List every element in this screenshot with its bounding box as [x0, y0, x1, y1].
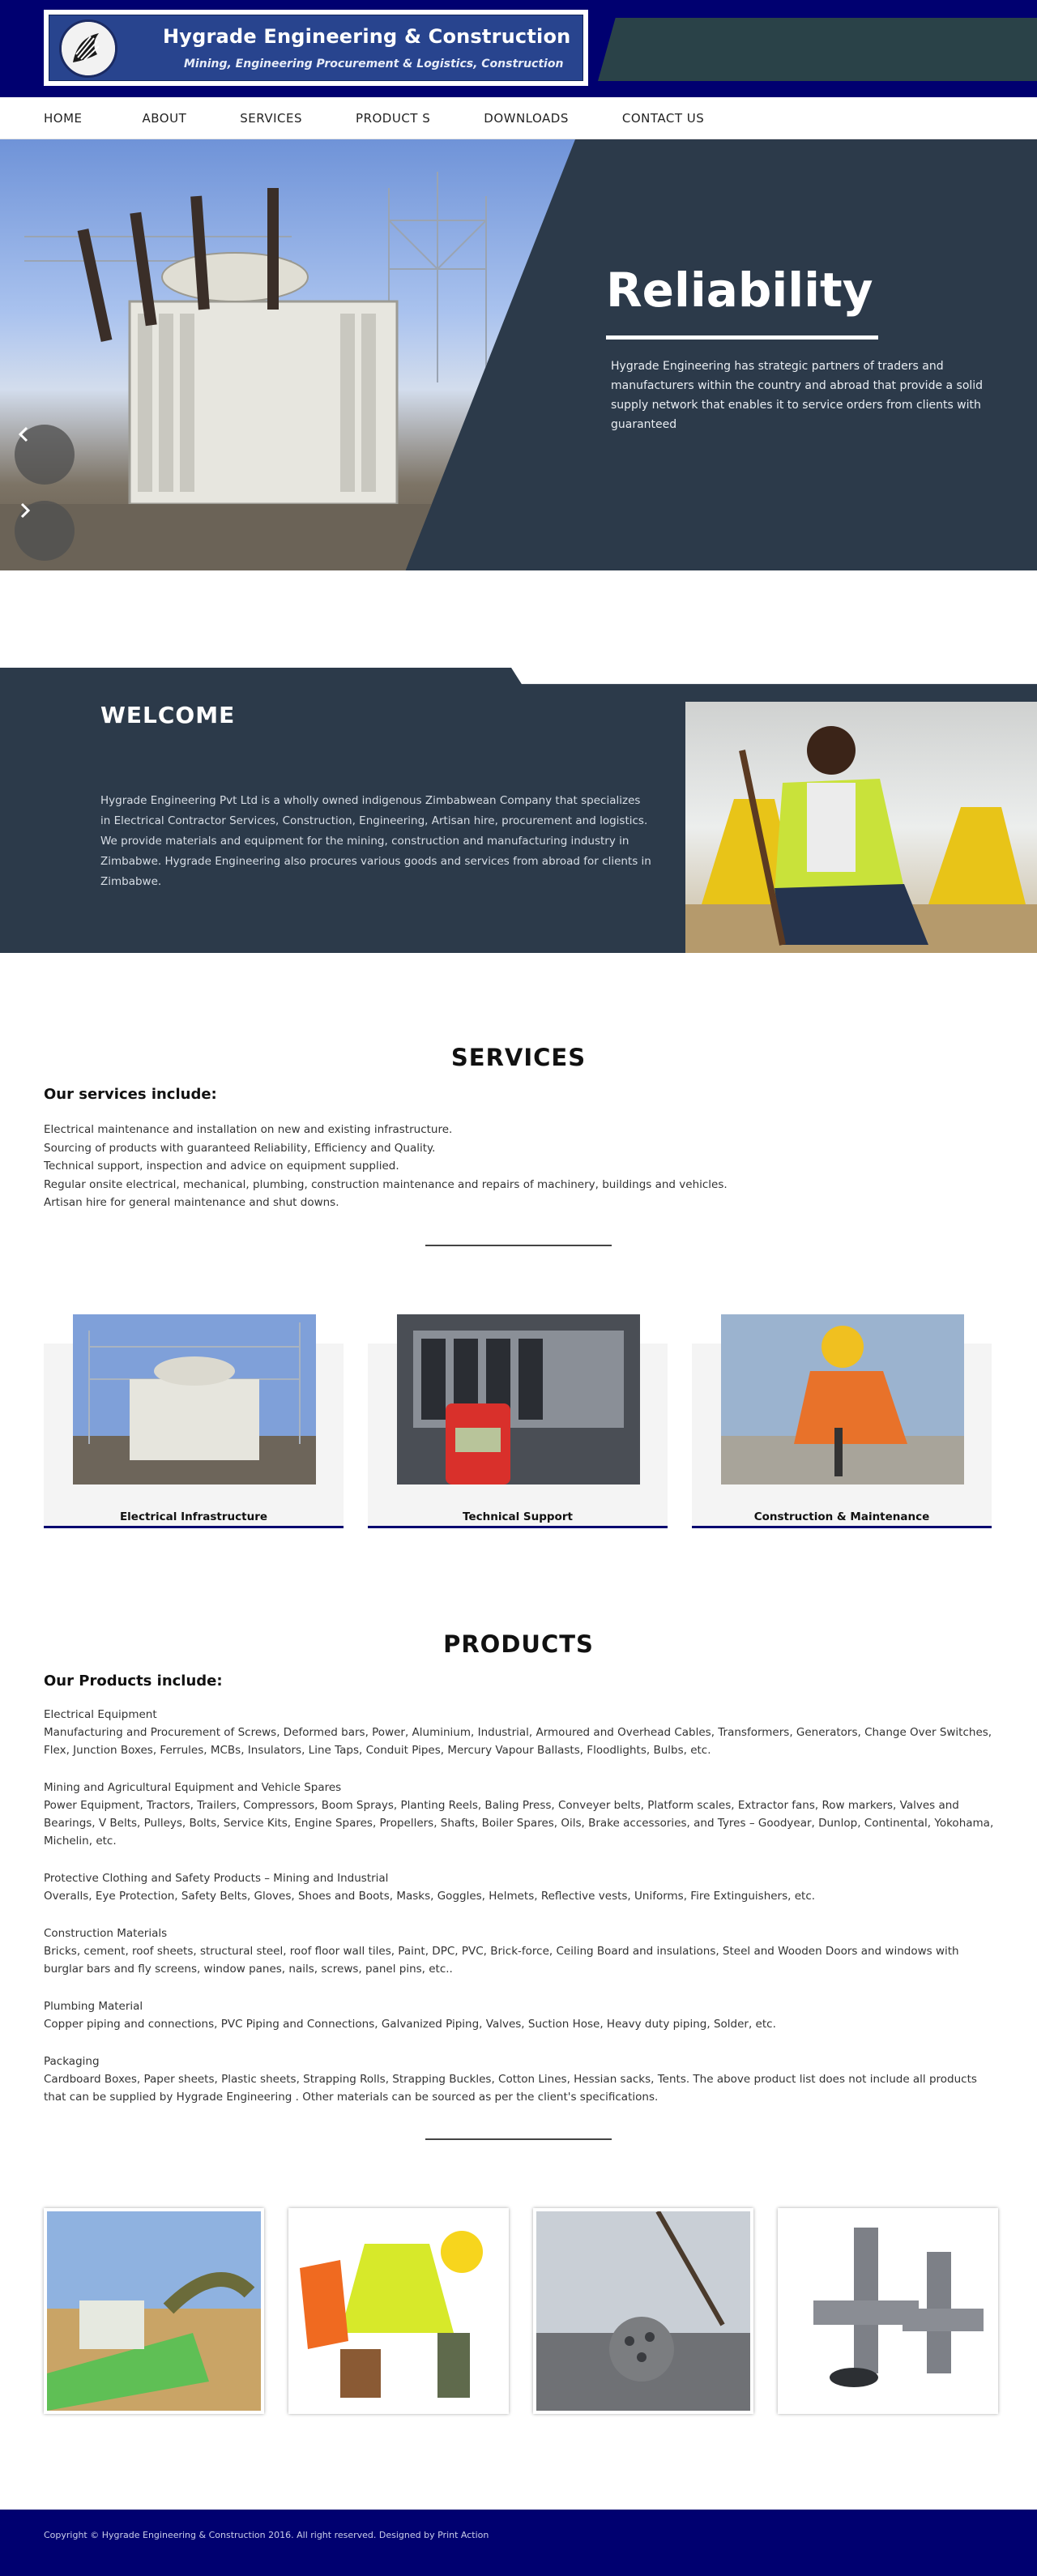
drill-bits-image[interactable] [533, 2208, 753, 2414]
list-item: Electrical maintenance and installation on new and existing infrastructure. [44, 1123, 453, 1136]
hero-slider [0, 139, 1037, 570]
hero-underline [606, 335, 878, 340]
list-item: Artisan hire for general maintenance and shut downs. [44, 1196, 339, 1209]
services-subheading: Our services include: [44, 1086, 217, 1103]
product-group-text: Overalls, Eye Protection, Safety Belts, Gloves, Shoes and Boots, Masks, Goggles, Helmets, Reflective vests, Uniforms, Fire Extinguishers, etc. [44, 1889, 816, 1903]
section-divider [425, 2138, 612, 2140]
site-tagline: Mining, Engineering Procurement & Logistics, Construction [184, 58, 564, 70]
product-group [44, 1997, 995, 2033]
nav-services[interactable]: SERVICES [240, 110, 303, 126]
footer-copyright: Copyright © Hygrade Engineering & Construction 2016. All right reserved. Designed by Print Action [44, 2529, 489, 2540]
products-title: PRODUCTS [443, 1630, 594, 1658]
section-divider [425, 1245, 612, 1246]
product-group-text: Power Equipment, Tractors, Trailers, Compressors, Boom Sprays, Planting Reels, Baling Press, Conveyer belts, Platform scales, Extractor fans, Row markers, Valves and Bearings, V Belts, Pulleys, Bolts, Service Kits, Engine Spares, Propellers, Shafts, Boiler Spares, Oils, Brake accessories, and Tyres – Goodyear, Dunlop, Continental, Yokohama, Michelin, etc. [44, 1798, 994, 1848]
product-group-text: Cardboard Boxes, Paper sheets, Plastic sheets, Strapping Rolls, Strapping Buckles, Cotton Lines, Hessian sacks, Tents. The above product list does not include all products that can be supplied by Hygrade Engineering . Other materials can be sourced as per the client's specifications. [44, 2072, 977, 2104]
safety-gear-image[interactable] [288, 2208, 509, 2414]
product-group-title: Construction Materials [44, 1926, 168, 1940]
pvc-pipes-image[interactable] [778, 2208, 998, 2414]
header-band [0, 0, 1037, 97]
card-label: Construction & Maintenance [753, 1510, 930, 1523]
construction-maintenance-image [721, 1314, 964, 1485]
zebra-emblem-icon [59, 19, 117, 78]
welcome-title: WELCOME [100, 702, 236, 728]
header-decor-shape [598, 18, 1037, 81]
slider-next-button[interactable] [15, 501, 75, 561]
product-group-title: Electrical Equipment [44, 1707, 157, 1721]
list-item: Sourcing of products with guaranteed Reliability, Efficiency and Quality. [44, 1141, 436, 1155]
hero-transformer-image [0, 139, 575, 570]
services-list [44, 1121, 1000, 1212]
product-group-title: Packaging [44, 2054, 100, 2068]
slider-prev-button[interactable] [15, 425, 75, 485]
product-group-title: Protective Clothing and Safety Products – Mining and Industrial [44, 1871, 389, 1885]
worker-image [685, 702, 1037, 953]
products-subheading: Our Products include: [44, 1672, 223, 1690]
nav-downloads[interactable]: DOWNLOADS [484, 110, 569, 126]
logo[interactable] [44, 10, 588, 86]
list-item: Technical support, inspection and advice on equipment supplied. [44, 1160, 399, 1173]
chevron-right-icon [15, 501, 34, 520]
products-section [0, 1630, 1037, 2414]
service-card-technical[interactable] [368, 1314, 668, 1528]
hero-title: Reliability [606, 263, 873, 318]
nav-home[interactable]: HOME [44, 110, 83, 126]
nav-products[interactable]: PRODUCT S [356, 110, 431, 126]
site-title: Hygrade Engineering & Construction [163, 25, 571, 48]
footer [0, 2510, 1037, 2576]
product-group-title: Plumbing Material [44, 1999, 143, 2013]
product-group [44, 1869, 995, 1905]
harvester-image[interactable] [44, 2208, 264, 2414]
services-section [0, 1044, 1037, 1528]
technical-support-image [397, 1314, 640, 1485]
product-group [44, 1925, 995, 1978]
card-label: Technical Support [463, 1510, 573, 1523]
product-group-text: Manufacturing and Procurement of Screws, Deformed bars, Power, Aluminium, Industrial, Armoured and Overhead Cables, Transformers, Generators, Change Over Switches, Flex, Junction Boxes, Ferrules, MCBs, Insulators, Line Taps, Conduit Pipes, Mercury Vapour Ballasts, Floodlights, Bulbs, etc. [44, 1725, 992, 1757]
chevron-left-icon [15, 425, 34, 444]
service-cards [44, 1314, 1037, 1528]
product-group [44, 2053, 995, 2106]
services-title: SERVICES [450, 1044, 587, 1071]
list-item: Regular onsite electrical, mechanical, plumbing, construction maintenance and repairs of machinery, buildings and vehicles. [44, 1177, 728, 1191]
product-group [44, 1706, 995, 1759]
service-card-construction[interactable] [692, 1314, 992, 1528]
electrical-infrastructure-image [73, 1314, 316, 1485]
nav-contact[interactable]: CONTACT US [621, 110, 705, 126]
product-group [44, 1779, 995, 1850]
welcome-text: Hygrade Engineering Pvt Ltd is a wholly owned indigenous Zimbabwean Company that specializes in Electrical Contractor Services, Construction, Engineering, Artisan hire, procurement and logistics. We provide materials and equipment for the mining, construction and manufacturing industry in Zimbabwe. Hygrade Engineering also procures various goods and services from abroad for clients in Zimbabwe. [100, 794, 651, 888]
logo-banner [49, 15, 583, 81]
welcome-section [0, 668, 1037, 953]
product-group-title: Mining and Agricultural Equipment and Vehicle Spares [44, 1780, 342, 1794]
hero-text: Hygrade Engineering has strategic partners of traders and manufacturers within the country and abroad that provide a solid supply network that enables it to service orders from clients with guaranteed [611, 360, 984, 431]
service-card-electrical[interactable] [44, 1314, 344, 1528]
card-label: Electrical Infrastructure [119, 1510, 268, 1523]
product-group-text: Copper piping and connections, PVC Piping and Connections, Galvanized Piping, Valves, Suction Hose, Heavy duty piping, Solder, etc. [44, 2017, 776, 2031]
main-nav [0, 97, 1037, 139]
product-gallery [44, 2208, 1037, 2414]
nav-about[interactable]: ABOUT [142, 110, 187, 126]
product-group-text: Bricks, cement, roof sheets, structural steel, roof floor wall tiles, Paint, DPC, PVC, Brick-force, Ceiling Board and insulations, Steel and Wooden Doors and windows with burglar bars and fly screens, window panes, nails, screws, panel pins, etc.. [44, 1944, 959, 1976]
